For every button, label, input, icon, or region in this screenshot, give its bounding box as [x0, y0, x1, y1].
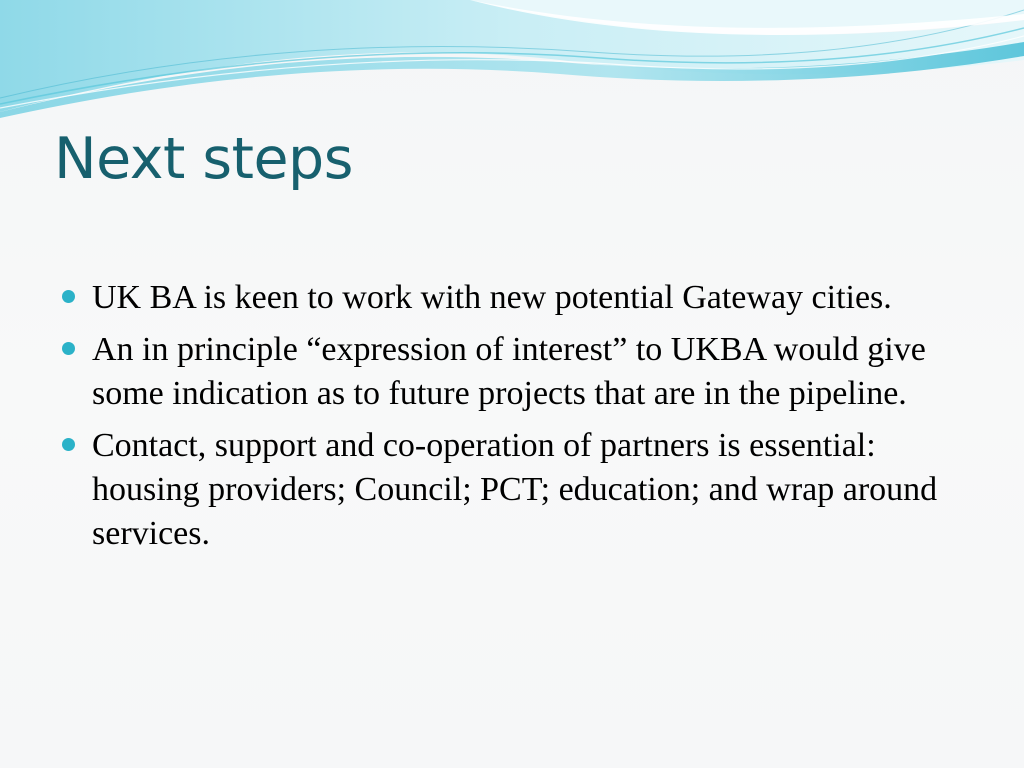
bullet-item	[62, 328, 962, 416]
bullet-list	[62, 276, 962, 564]
bullet-item	[62, 424, 962, 556]
bullet-dot-icon	[62, 438, 75, 451]
bullet-text: Contact, support and co-operation of partners is essential: housing providers; Council; PCT; education; and wrap around services.	[92, 427, 938, 552]
bullet-dot-icon	[62, 290, 75, 303]
bullet-text: An in principle “expression of interest” to UKBA would give some indication as to future projects that are in the pipeline.	[92, 331, 926, 412]
bullet-item	[62, 276, 962, 320]
slide-title: Next steps	[54, 126, 353, 192]
bullet-text: UK BA is keen to work with new potential Gateway cities.	[92, 279, 892, 316]
bullet-dot-icon	[62, 342, 75, 355]
header-wave-decoration	[0, 0, 1024, 130]
